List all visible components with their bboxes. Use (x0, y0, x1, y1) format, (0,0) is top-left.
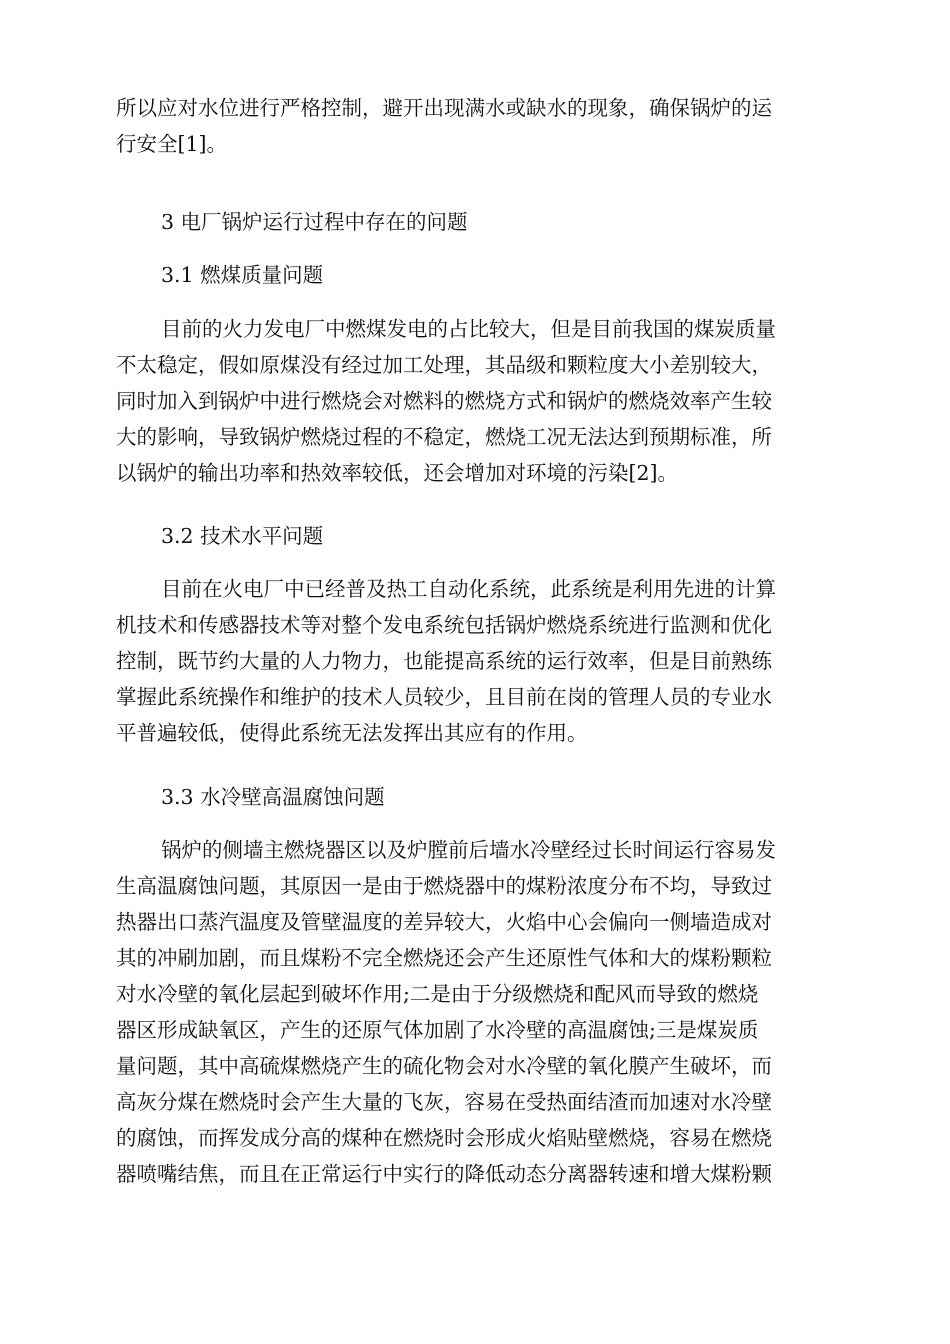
paragraph-technical-level (116, 575, 776, 748)
paragraph-coal-quality (116, 315, 776, 488)
text-line: 大的影响，导致锅炉燃烧过程的不稳定，燃烧工况无法达到预期标准，所 (116, 425, 772, 449)
subsection-heading (116, 261, 323, 290)
paragraph-intro (116, 94, 772, 159)
text-line: 锅炉的侧墙主燃烧器区以及炉膛前后墙水冷壁经过长时间运行容易发 (161, 838, 776, 862)
text-line: 目前在火电厂中已经普及热工自动化系统，此系统是利用先进的计算 (161, 577, 776, 601)
text-line: 目前的火力发电厂中燃煤发电的占比较大，但是目前我国的煤炭质量 (161, 317, 776, 341)
subsection-heading (116, 783, 385, 812)
text-line: 平普遍较低，使得此系统无法发挥出其应有的作用。 (116, 721, 588, 745)
text-line: 高灰分煤在燃烧时会产生大量的飞灰，容易在受热面结渣而加速对水冷壁 (116, 1090, 772, 1114)
paragraph-water-wall-corrosion (116, 836, 776, 1189)
text-line: 控制，既节约大量的人力物力，也能提高系统的运行效率，但是目前熟练 (116, 649, 772, 673)
text-line: 的腐蚀，而挥发成分高的煤种在燃烧时会形成火焰贴壁燃烧，容易在燃烧 (116, 1126, 772, 1150)
text-line: 器区形成缺氧区，产生的还原气体加剧了水冷壁的高温腐蚀;三是煤炭质 (116, 1018, 759, 1042)
subsection-heading-text: 3.1 燃煤质量问题 (161, 263, 324, 287)
subsection-heading-text: 3.2 技术水平问题 (161, 524, 324, 548)
text-line: 行安全[1]。 (116, 132, 228, 156)
text-line: 生高温腐蚀问题，其原因一是由于燃烧器中的煤粉浓度分布不均，导致过 (116, 874, 772, 898)
text-line: 以锅炉的输出功率和热效率较低，还会增加对环境的污染[2]。 (116, 461, 679, 485)
text-line: 不太稳定，假如原煤没有经过加工处理，其品级和颗粒度大小差别较大， (116, 353, 772, 377)
text-line: 热器出口蒸汽温度及管壁温度的差异较大，火焰中心会偏向一侧墙造成对 (116, 910, 772, 934)
text-line: 器喷嘴结焦，而且在正常运行中实行的降低动态分离器转速和增大煤粉颗 (116, 1162, 772, 1186)
section-heading (116, 208, 468, 237)
text-line: 同时加入到锅炉中进行燃烧会对燃料的燃烧方式和锅炉的燃烧效率产生较 (116, 389, 772, 413)
section-heading-text: 3 电厂锅炉运行过程中存在的问题 (161, 210, 468, 234)
text-line: 量问题，其中高硫煤燃烧产生的硫化物会对水冷壁的氧化膜产生破坏，而 (116, 1054, 772, 1078)
text-line: 所以应对水位进行严格控制，避开出现满水或缺水的现象，确保锅炉的运 (116, 96, 772, 120)
text-line: 掌握此系统操作和维护的技术人员较少，且目前在岗的管理人员的专业水 (116, 685, 772, 709)
subsection-heading-text: 3.3 水冷壁高温腐蚀问题 (161, 785, 385, 809)
subsection-heading (116, 522, 323, 551)
text-line: 对水冷壁的氧化层起到破坏作用;二是由于分级燃烧和配风而导致的燃烧 (116, 982, 759, 1006)
text-line: 其的冲刷加剧，而且煤粉不完全燃烧还会产生还原性气体和大的煤粉颗粒 (116, 946, 772, 970)
text-line: 机技术和传感器技术等对整个发电系统包括锅炉燃烧系统进行监测和优化 (116, 613, 772, 637)
